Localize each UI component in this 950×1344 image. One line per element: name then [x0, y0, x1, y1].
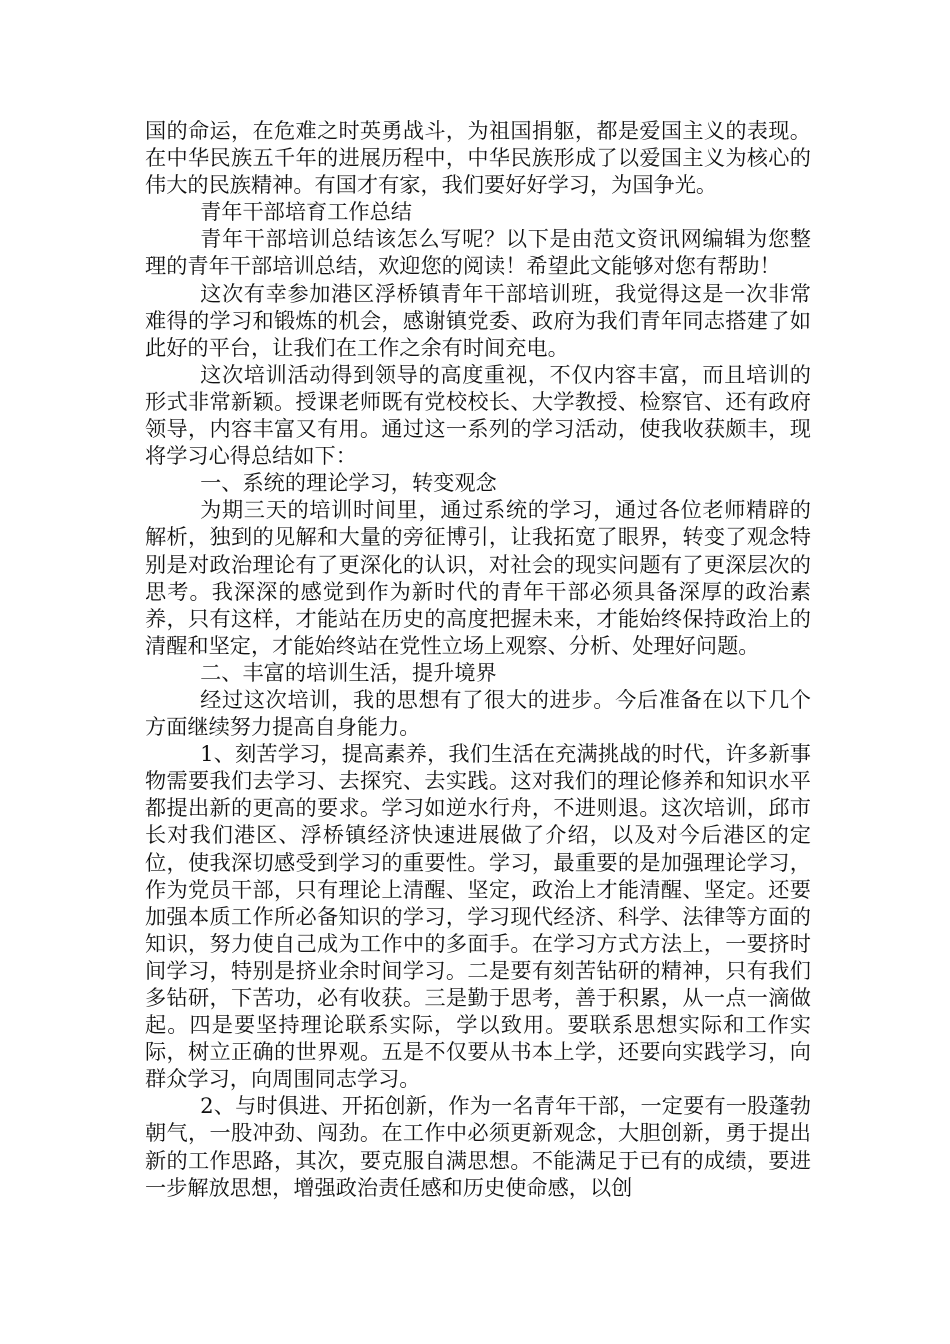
paragraph-continuation: 国的命运，在危难之时英勇战斗，为祖国捐躯，都是爱国主义的表现。在中华民族五千年的进展历程中，中华民族形成了以爱国主义为核心的伟大的民族精神。有国才有家，我们要好好学习，为国争光。 [145, 118, 811, 198]
document-body [145, 117, 811, 1201]
section-heading-1: 一、系统的理论学习，转变观念 [200, 470, 497, 496]
paragraph: 这次有幸参加港区浮桥镇青年干部培训班，我觉得这是一次非常难得的学习和锻炼的机会，感谢镇党委、政府为我们青年同志搭建了如此好的平台，让我们在工作之余有时间充电。 [145, 280, 811, 360]
list-item-2: 2、与时俱进、开拓创新，作为一名青年干部，一定要有一股蓬勃朝气，一股冲劲、闯劲。在工作中必须更新观念，大胆创新，勇于提出新的工作思路，其次，要克服自满思想。不能满足于已有的成绩，要进一步解放思想，增强政治责任感和历史使命感，以创 [145, 1093, 811, 1200]
paragraph: 为期三天的培训时间里，通过系统的学习，通过各位老师精辟的解析，独到的见解和大量的旁征博引，让我拓宽了眼界，转变了观念特别是对政治理论有了更深化的认识，对社会的现实问题有了更深层次的思考。我深深的感觉到作为新时代的青年干部必须具备深厚的政治素养，只有这样，才能站在历史的高度把握未来，才能始终保持政治上的清醒和坚定，才能始终站在党性立场上观察、分析、处理好问题。 [145, 497, 811, 658]
paragraph: 这次培训活动得到领导的高度重视，不仅内容丰富，而且培训的形式非常新颖。授课老师既有党校校长、大学教授、检察官、还有政府领导，内容丰富又有用。通过这一系列的学习活动，使我收获颇丰，现将学习心得总结如下： [145, 361, 811, 469]
list-item-1: 1、刻苦学习，提高素养，我们生活在充满挑战的时代，许多新事物需要我们去学习、去探究、去实践。这对我们的理论修养和知识水平都提出新的更高的要求。学习如逆水行舟，不进则退。这次培训，邱市长对我们港区、浮桥镇经济快速进展做了介绍，以及对今后港区的定位，使我深切感受到学习的重要性。学习，最重要的是加强理论学习，作为党员干部，只有理论上清醒、坚定，政治上才能清醒、坚定。还要加强本质工作所必备知识的学习，学习现代经济、科学、法律等方面的知识，努力使自己成为工作中的多面手。在学习方式方法上，一要挤时间学习，特别是挤业余时间学习。二是要有刻苦钻研的精神，只有我们多钻研，下苦功，必有收获。三是勤于思考，善于积累，从一点一滴做起。四是要坚持理论联系实际，学以致用。要联系思想实际和工作实际，树立正确的世界观。五是不仅要从书本上学，还要向实践学习，向群众学习，向周围同志学习。 [145, 741, 811, 1092]
paragraph-intro: 青年干部培训总结该怎么写呢？以下是由范文资讯网编辑为您整理的青年干部培训总结，欢迎您的阅读！希望此文能够对您有帮助！ [145, 226, 811, 279]
section-heading-2: 二、丰富的培训生活，提升境界 [200, 659, 497, 685]
document-title: 青年干部培育工作总结 [200, 199, 412, 225]
paragraph: 经过这次培训，我的思想有了很大的进步。今后准备在以下几个方面继续努力提高自身能力。 [145, 686, 811, 740]
